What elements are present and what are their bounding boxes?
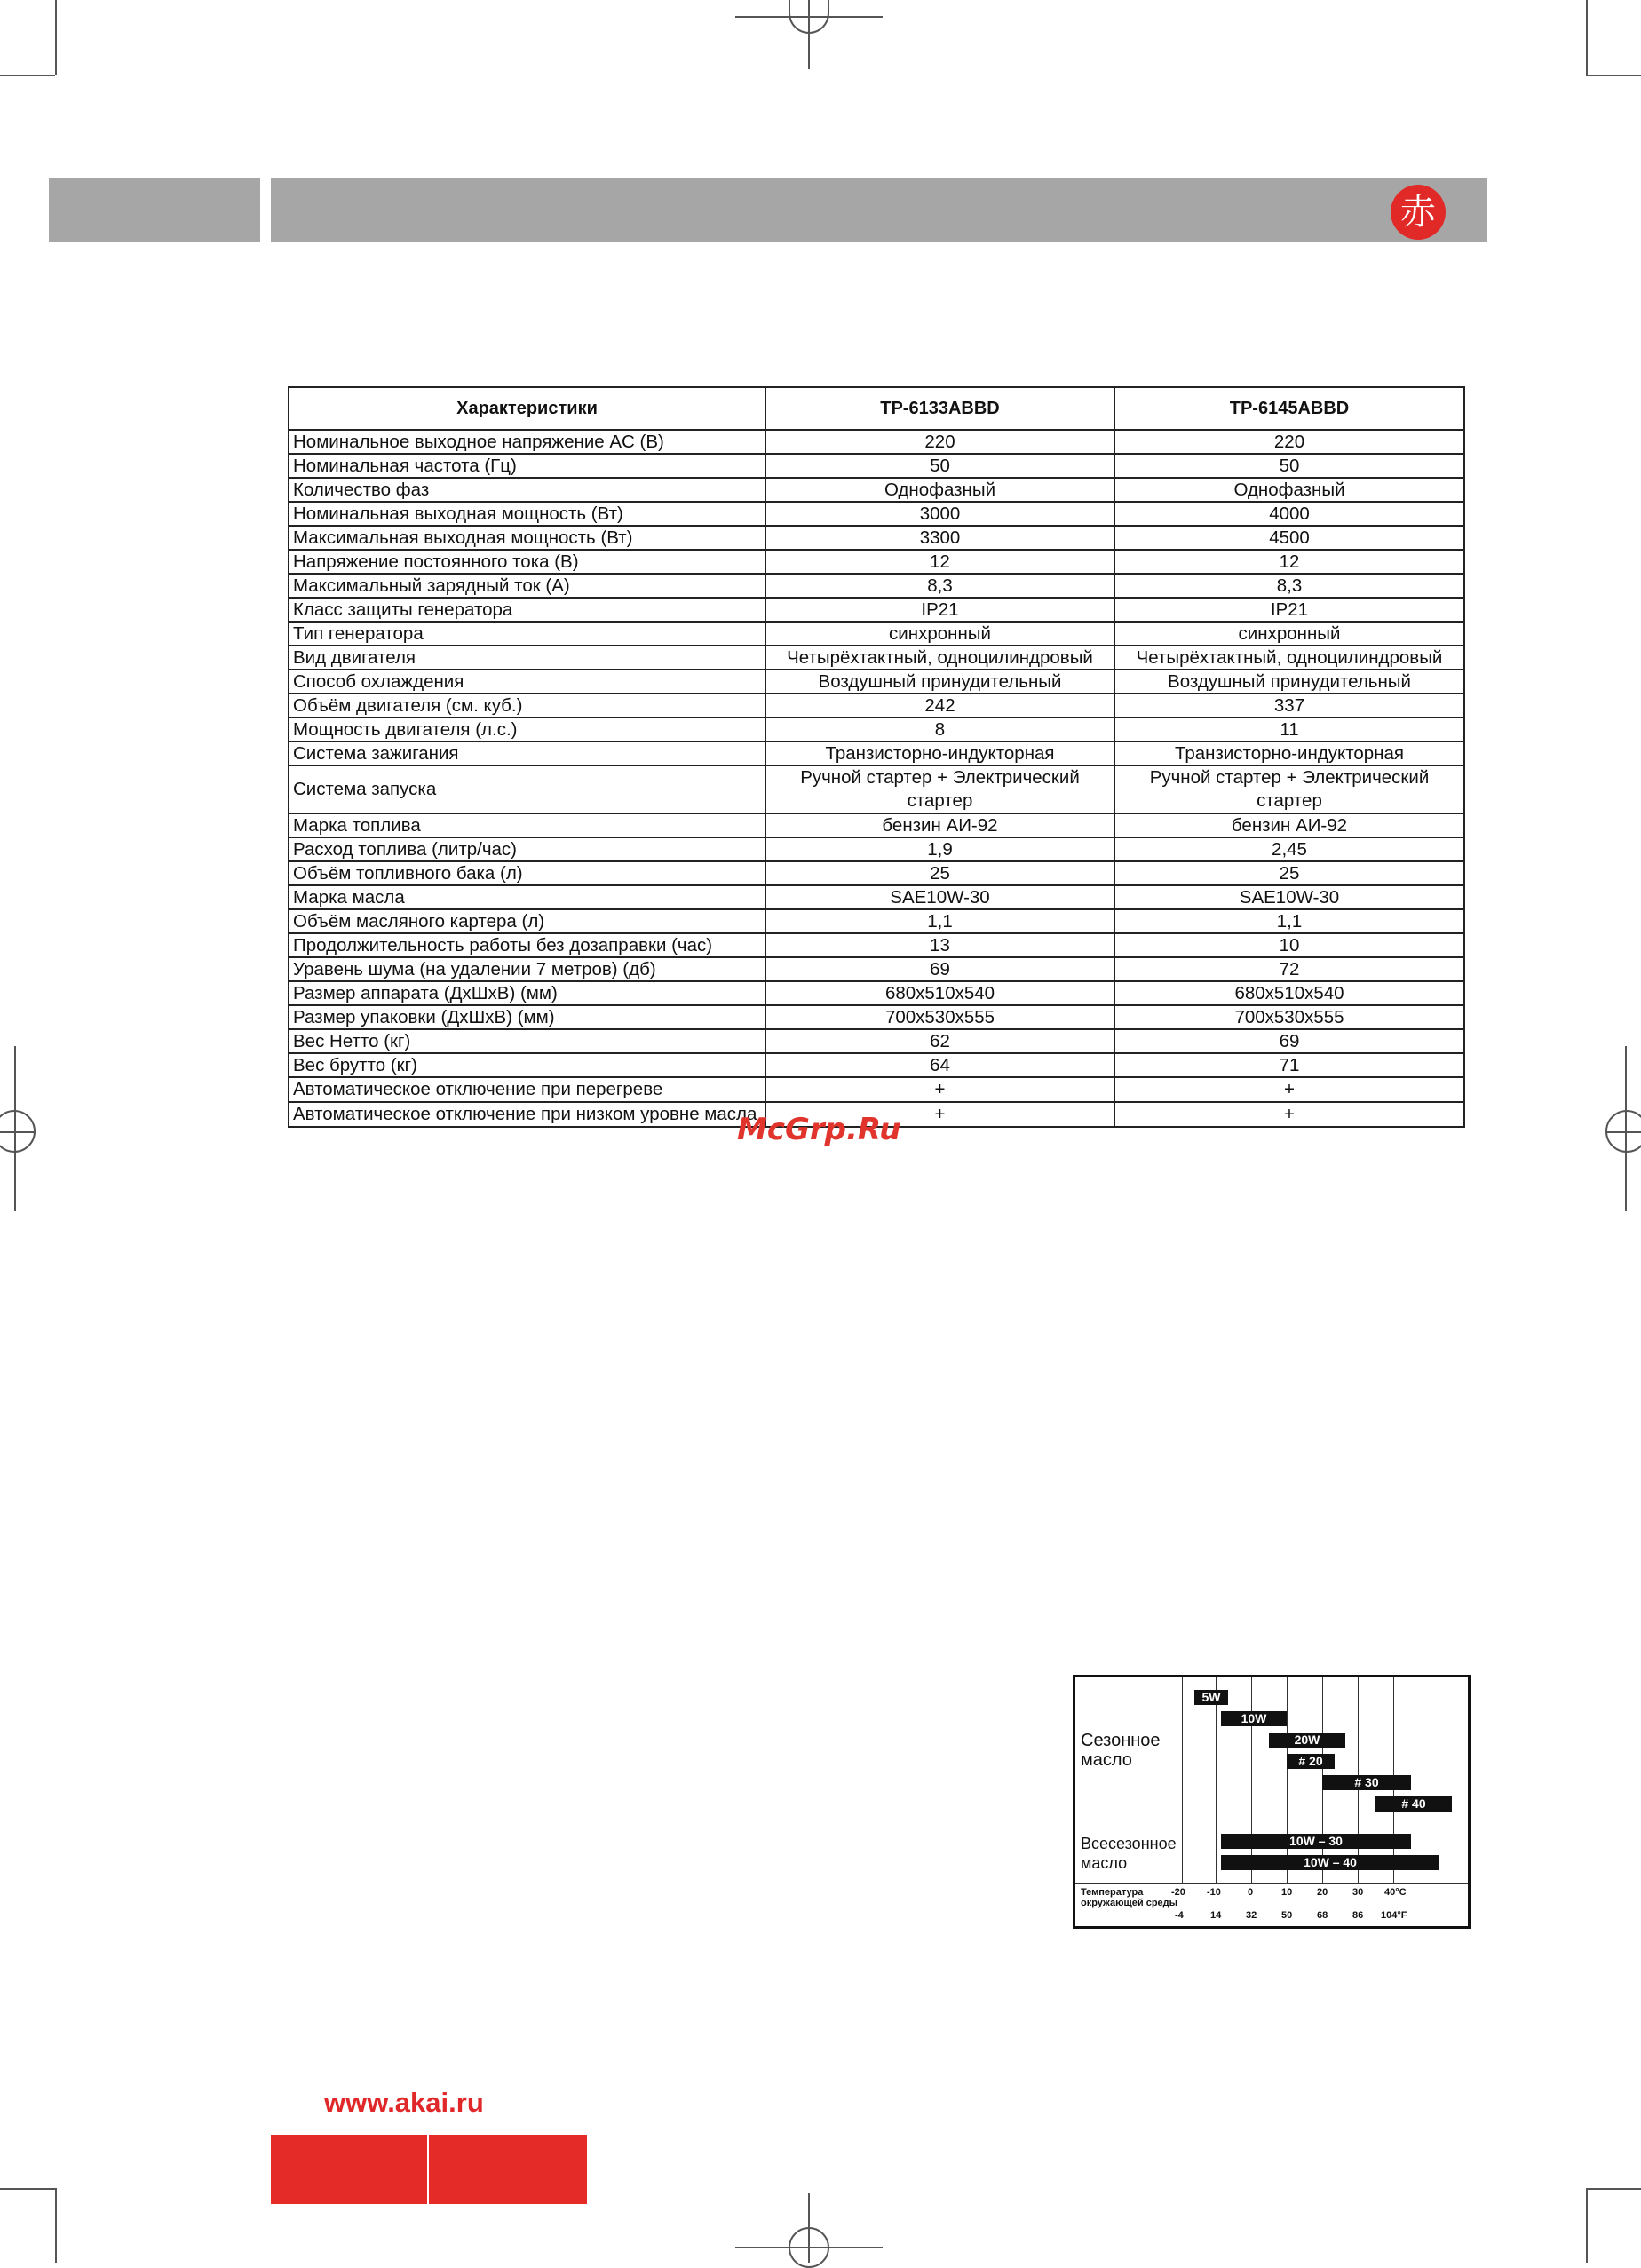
spec-value-cell: 1,1 bbox=[1114, 909, 1464, 933]
spec-value-cell: синхронный bbox=[1114, 622, 1464, 646]
spec-value-cell: Однофазный bbox=[765, 478, 1114, 502]
spec-name-cell: Номинальное выходное напряжение AC (В) bbox=[289, 430, 765, 454]
spec-value-cell: + bbox=[1114, 1102, 1464, 1127]
temperature-label: Температура окружающей среды bbox=[1081, 1887, 1178, 1908]
column-header: TP-6133ABBD bbox=[765, 387, 1114, 430]
table-row bbox=[289, 957, 1464, 981]
spec-name-cell: Размер упаковки (ДхШхВ) (мм) bbox=[289, 1005, 765, 1029]
spec-value-cell: 700x530x555 bbox=[765, 1005, 1114, 1029]
spec-value-cell: 25 bbox=[765, 861, 1114, 885]
table-row bbox=[289, 526, 1464, 550]
celsius-tick: 40°C bbox=[1384, 1887, 1407, 1898]
oil-bar: 5W bbox=[1194, 1690, 1228, 1705]
table-row bbox=[289, 741, 1464, 765]
fahrenheit-tick: 86 bbox=[1352, 1910, 1364, 1921]
spec-value-cell: 2,45 bbox=[1114, 837, 1464, 861]
table-row bbox=[289, 765, 1464, 813]
spec-value-cell: Воздушный принудительный bbox=[1114, 670, 1464, 694]
table-row bbox=[289, 933, 1464, 957]
spec-value-cell: Ручной стартер + Электрический стартер bbox=[765, 765, 1114, 813]
spec-value-cell: 4500 bbox=[1114, 526, 1464, 550]
spec-value-cell: Однофазный bbox=[1114, 478, 1464, 502]
crop-mark bbox=[1586, 0, 1588, 75]
spec-value-cell: 220 bbox=[1114, 430, 1464, 454]
spec-name-cell: Тип генератора bbox=[289, 622, 765, 646]
spec-value-cell: 242 bbox=[765, 694, 1114, 718]
spec-name-cell: Система запуска bbox=[289, 765, 765, 813]
table-row bbox=[289, 502, 1464, 526]
oil-bar: 10W – 30 bbox=[1221, 1834, 1411, 1849]
table-row bbox=[289, 885, 1464, 909]
spec-table bbox=[288, 386, 1465, 1128]
spec-name-cell: Максимальная выходная мощность (Вт) bbox=[289, 526, 765, 550]
spec-value-cell: 13 bbox=[765, 933, 1114, 957]
footer-red-block bbox=[271, 2135, 427, 2204]
table-row bbox=[289, 837, 1464, 861]
spec-value-cell: Воздушный принудительный bbox=[765, 670, 1114, 694]
spec-value-cell: 11 bbox=[1114, 718, 1464, 741]
spec-value-cell: 700x530x555 bbox=[1114, 1005, 1464, 1029]
allseason-oil-label: Всесезонное масло bbox=[1081, 1835, 1177, 1872]
table-row bbox=[289, 550, 1464, 574]
oil-bar: # 20 bbox=[1287, 1754, 1335, 1769]
celsius-tick: 20 bbox=[1317, 1887, 1328, 1898]
crop-mark bbox=[1586, 75, 1641, 76]
spec-name-cell: Объём двигателя (см. куб.) bbox=[289, 694, 765, 718]
spec-value-cell: 64 bbox=[765, 1053, 1114, 1077]
spec-name-cell: Автоматическое отключение при перегреве bbox=[289, 1077, 765, 1102]
spec-value-cell: + bbox=[765, 1102, 1114, 1127]
celsius-tick: 10 bbox=[1281, 1887, 1293, 1898]
spec-value-cell: 8,3 bbox=[765, 574, 1114, 598]
footer-red-block bbox=[429, 2135, 587, 2204]
spec-value-cell: + bbox=[765, 1077, 1114, 1102]
spec-name-cell: Расход топлива (литр/час) bbox=[289, 837, 765, 861]
celsius-tick: -20 bbox=[1171, 1887, 1185, 1898]
spec-name-cell: Продолжительность работы без дозаправки (час) bbox=[289, 933, 765, 957]
spec-value-cell: 1,9 bbox=[765, 837, 1114, 861]
crop-mark bbox=[55, 0, 57, 75]
spec-value-cell: 50 bbox=[765, 454, 1114, 478]
spec-value-cell: 25 bbox=[1114, 861, 1464, 885]
spec-name-cell: Вес брутто (кг) bbox=[289, 1053, 765, 1077]
table-header-row bbox=[289, 387, 1464, 430]
spec-value-cell: 69 bbox=[765, 957, 1114, 981]
spec-name-cell: Максимальный зарядный ток (А) bbox=[289, 574, 765, 598]
spec-value-cell: 62 bbox=[765, 1029, 1114, 1053]
crop-mark bbox=[1586, 2188, 1641, 2190]
crop-mark bbox=[0, 75, 55, 76]
spec-value-cell: 8,3 bbox=[1114, 574, 1464, 598]
registration-mark bbox=[789, 2227, 829, 2268]
spec-name-cell: Напряжение постоянного тока (В) bbox=[289, 550, 765, 574]
oil-bar: 10W – 40 bbox=[1221, 1855, 1439, 1870]
spec-value-cell: 4000 bbox=[1114, 502, 1464, 526]
header-bar-main bbox=[271, 178, 1487, 242]
celsius-tick: -10 bbox=[1207, 1887, 1221, 1898]
column-header: Характеристики bbox=[289, 387, 765, 430]
spec-value-cell: 3000 bbox=[765, 502, 1114, 526]
registration-mark bbox=[789, 0, 829, 34]
spec-value-cell: + bbox=[1114, 1077, 1464, 1102]
spec-value-cell: 337 bbox=[1114, 694, 1464, 718]
spec-value-cell: 680x510x540 bbox=[1114, 981, 1464, 1005]
table-row bbox=[289, 813, 1464, 837]
header-bar-left bbox=[49, 178, 260, 242]
spec-name-cell: Вид двигателя bbox=[289, 646, 765, 670]
table-row bbox=[289, 622, 1464, 646]
spec-name-cell: Уравень шума (на удалении 7 метров) (дб) bbox=[289, 957, 765, 981]
spec-name-cell: Марка масла bbox=[289, 885, 765, 909]
spec-value-cell: SAE10W-30 bbox=[765, 885, 1114, 909]
spec-value-cell: 72 bbox=[1114, 957, 1464, 981]
table-row bbox=[289, 981, 1464, 1005]
oil-bar: 10W bbox=[1221, 1711, 1287, 1726]
crop-mark bbox=[0, 2188, 55, 2190]
spec-name-cell: Класс защиты генератора bbox=[289, 598, 765, 622]
table-row bbox=[289, 1029, 1464, 1053]
table-row bbox=[289, 694, 1464, 718]
oil-bar: 20W bbox=[1269, 1733, 1345, 1748]
spec-value-cell: синхронный bbox=[765, 622, 1114, 646]
registration-mark bbox=[0, 1110, 36, 1153]
fahrenheit-tick: -4 bbox=[1175, 1910, 1184, 1921]
spec-name-cell: Автоматическое отключение при низком уровне масла bbox=[289, 1102, 765, 1127]
spec-name-cell: Номинальная частота (Гц) bbox=[289, 454, 765, 478]
spec-name-cell: Объём топливного бака (л) bbox=[289, 861, 765, 885]
spec-name-cell: Система зажигания bbox=[289, 741, 765, 765]
spec-value-cell: Ручной стартер + Электрический стартер bbox=[1114, 765, 1464, 813]
spec-name-cell: Размер аппарата (ДхШхВ) (мм) bbox=[289, 981, 765, 1005]
spec-value-cell: IP21 bbox=[1114, 598, 1464, 622]
spec-name-cell: Способ охлаждения bbox=[289, 670, 765, 694]
spec-value-cell: бензин АИ-92 bbox=[1114, 813, 1464, 837]
spec-value-cell: Четырёхтактный, одноцилиндровый bbox=[765, 646, 1114, 670]
spec-value-cell: 50 bbox=[1114, 454, 1464, 478]
spec-value-cell: 12 bbox=[1114, 550, 1464, 574]
table-row bbox=[289, 909, 1464, 933]
column-header: TP-6145ABBD bbox=[1114, 387, 1464, 430]
fahrenheit-tick: 68 bbox=[1317, 1910, 1328, 1921]
spec-name-cell: Номинальная выходная мощность (Вт) bbox=[289, 502, 765, 526]
spec-value-cell: 3300 bbox=[765, 526, 1114, 550]
table-row bbox=[289, 1077, 1464, 1102]
fahrenheit-tick: 32 bbox=[1246, 1910, 1257, 1921]
fahrenheit-tick: 50 bbox=[1281, 1910, 1293, 1921]
spec-value-cell: 69 bbox=[1114, 1029, 1464, 1053]
spec-name-cell: Марка топлива bbox=[289, 813, 765, 837]
spec-value-cell: 71 bbox=[1114, 1053, 1464, 1077]
spec-value-cell: Транзисторно-индукторная bbox=[1114, 741, 1464, 765]
oil-bar: # 40 bbox=[1375, 1796, 1452, 1812]
celsius-tick: 0 bbox=[1248, 1887, 1254, 1898]
table-row bbox=[289, 646, 1464, 670]
watermark: McGrp.Ru bbox=[737, 1112, 901, 1147]
spec-name-cell: Объём масляного картера (л) bbox=[289, 909, 765, 933]
table-row bbox=[289, 1053, 1464, 1077]
website-link[interactable]: www.akai.ru bbox=[324, 2087, 484, 2118]
celsius-tick: 30 bbox=[1352, 1887, 1364, 1898]
table-row bbox=[289, 1005, 1464, 1029]
oil-viscosity-chart bbox=[1073, 1675, 1471, 1929]
spec-value-cell: 220 bbox=[765, 430, 1114, 454]
crop-mark bbox=[1586, 2188, 1588, 2263]
spec-value-cell: 12 bbox=[765, 550, 1114, 574]
seasonal-oil-label: Сезонное масло bbox=[1081, 1731, 1161, 1770]
fahrenheit-tick: 14 bbox=[1210, 1910, 1222, 1921]
table-row bbox=[289, 861, 1464, 885]
spec-value-cell: Транзисторно-индукторная bbox=[765, 741, 1114, 765]
registration-mark bbox=[1605, 1110, 1641, 1153]
fahrenheit-tick: 104°F bbox=[1381, 1910, 1407, 1921]
table-row bbox=[289, 598, 1464, 622]
spec-value-cell: бензин АИ-92 bbox=[765, 813, 1114, 837]
table-row bbox=[289, 670, 1464, 694]
spec-name-cell: Количество фаз bbox=[289, 478, 765, 502]
brand-logo-icon: 赤 bbox=[1391, 185, 1446, 240]
table-row bbox=[289, 478, 1464, 502]
spec-value-cell: IP21 bbox=[765, 598, 1114, 622]
table-row bbox=[289, 454, 1464, 478]
spec-value-cell: 1,1 bbox=[765, 909, 1114, 933]
spec-value-cell: SAE10W-30 bbox=[1114, 885, 1464, 909]
spec-value-cell: Четырёхтактный, одноцилиндровый bbox=[1114, 646, 1464, 670]
crop-mark bbox=[55, 2188, 57, 2263]
spec-name-cell: Мощность двигателя (л.с.) bbox=[289, 718, 765, 741]
spec-name-cell: Вес Нетто (кг) bbox=[289, 1029, 765, 1053]
table-row bbox=[289, 574, 1464, 598]
table-row bbox=[289, 430, 1464, 454]
spec-value-cell: 10 bbox=[1114, 933, 1464, 957]
spec-value-cell: 680x510x540 bbox=[765, 981, 1114, 1005]
oil-bar: # 30 bbox=[1322, 1775, 1411, 1790]
spec-value-cell: 8 bbox=[765, 718, 1114, 741]
table-row bbox=[289, 718, 1464, 741]
